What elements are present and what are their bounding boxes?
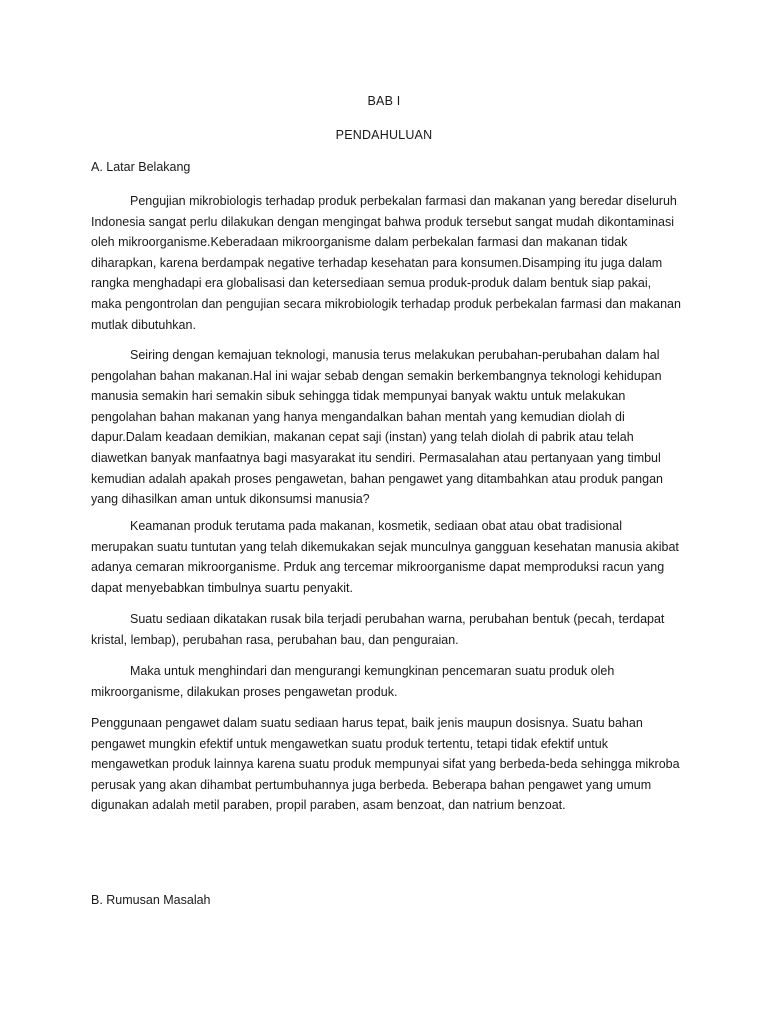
chapter-title: PENDAHULUAN [335,128,433,142]
section-heading-latar-belakang: A. Latar Belakang [91,160,191,174]
chapter-number: BAB I [367,94,401,108]
paragraph-mikrobiologis: Pengujian mikrobiologis terhadap produk perbekalan farmasi dan makanan yang beredar diseluruh Indonesia sangat perlu dilakukan dengan mengingat bahwa produk tersebut sangat mudah dikontaminasi oleh mikroorganisme.Keberadaan mikroorganisme dalam perbekalan farmasi dan makanan tidak diharapkan, karena berdampak negative terhadap kesehatan para konsumen.Disamping itu juga dalam rangka menghadapi era globalisasi dan ketersediaan semua produk-produk dalam bentuk siap pakai, maka pengontrolan dan pengujian secara mikrobiologik terhadap produk perbekalan farmasi dan makanan mutlak dibutuhkan. [91,194,681,332]
paragraph-pengawetan: Maka untuk menghindari dan mengurangi kemungkinan pencemaran suatu produk oleh mikroorganisme, dilakukan proses pengawetan produk. [91,664,615,699]
paragraph-penggunaan-pengawet: Penggunaan pengawet dalam suatu sediaan harus tepat, baik jenis maupun dosisnya. Suatu bahan pengawet mungkin efektif untuk mengawetkan suatu produk tertentu, tetapi tidak efektif untuk mengawetkan produk lainnya karena suatu produk mempunyai sifat yang berbeda-beda sehingga mikroba perusak yang akan dihambat pertumbuhannya juga berbeda. Beberapa bahan pengawet yang umum digunakan adalah metil paraben, propil paraben, asam benzoat, dan natrium benzoat. [91,716,680,813]
paragraph-teknologi: Seiring dengan kemajuan teknologi, manusia terus melakukan perubahan-perubahan dalam hal pengolahan bahan makanan.Hal ini wajar sebab dengan semakin berkembangnya teknologi kehidupan manusia semakin hari semakin sibuk sehingga tidak mempunyai banyak waktu untuk melakukan pengolahan bahan makanan yang hanya mengandalkan bahan mentah yang kemudian diolah di dapur.Dalam keadaan demikian, makanan cepat saji (instan) yang telah diolah di pabrik atau telah diawetkan banyak manfaatnya bagi masyarakat itu sendiri. Permasalahan atau pertanyaan yang timbul kemudian adalah apakah proses pengawetan, bahan pengawet yang ditambahkan atau produk pangan yang dihasilkan aman untuk dikonsumsi manusia? [91,348,663,507]
paragraph-keamanan-produk: Keamanan produk terutama pada makanan, kosmetik, sediaan obat atau obat tradisional merupakan suatu tuntutan yang telah dikemukakan sejak munculnya gangguan kesehatan manusia akibat adanya cemaran mikroorganisme. Prduk ang tercemar mikroorganisme dapat memproduksi racun yang dapat menyebabkan timbulnya suartu penyakit. [91,519,679,595]
paragraph-sediaan-rusak: Suatu sediaan dikatakan rusak bila terjadi perubahan warna, perubahan bentuk (pecah, terdapat kristal, lembap), perubahan rasa, perubahan bau, dan penguraian. [91,612,665,647]
section-heading-rumusan-masalah: B. Rumusan Masalah [91,893,211,907]
